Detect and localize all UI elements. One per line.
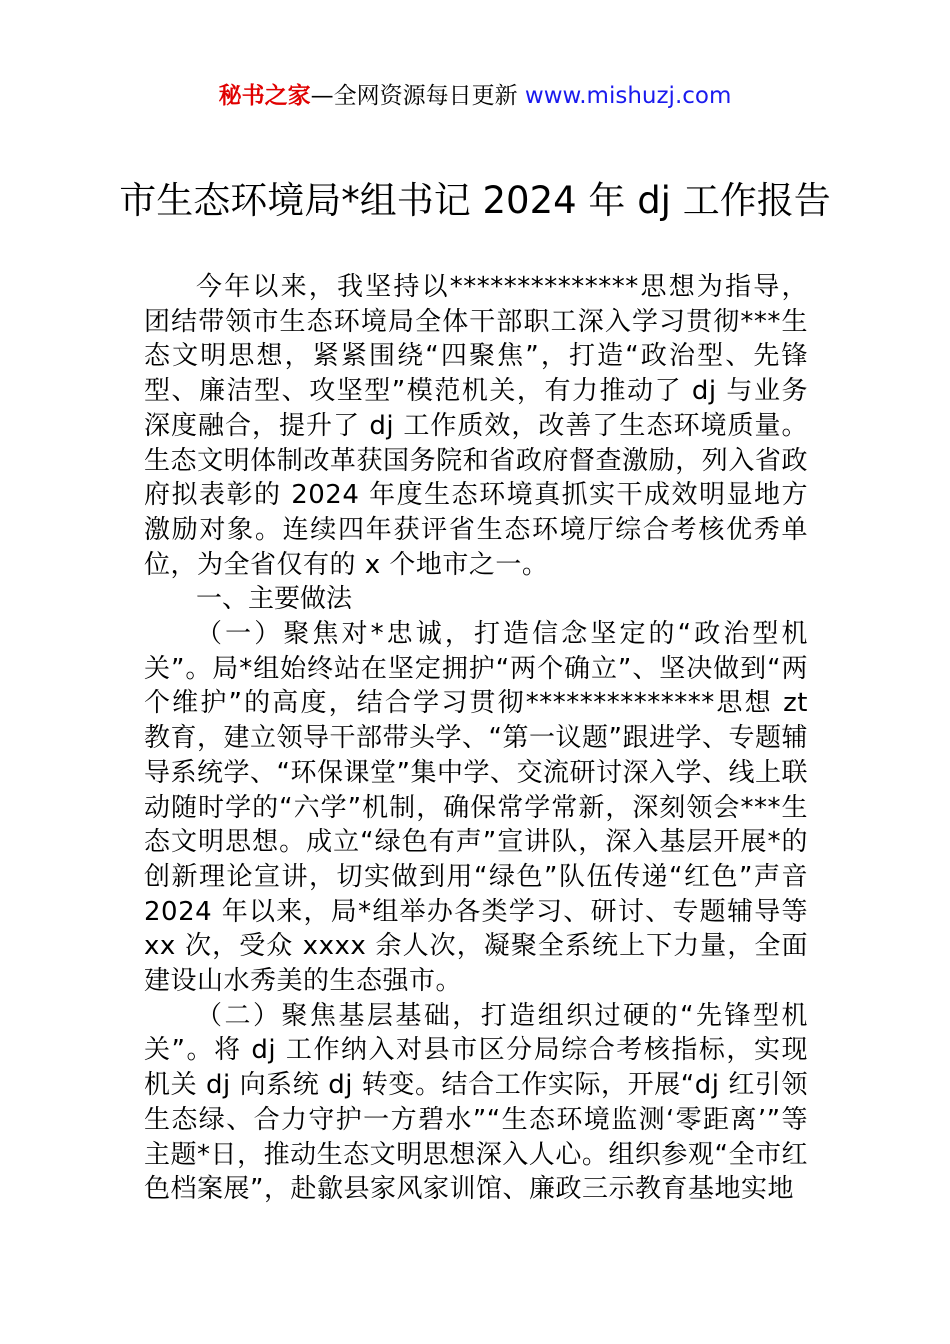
document-title: 市生态环境局*组书记 2024 年 dj 工作报告	[119, 179, 831, 222]
paragraph-section-2: （二）聚焦基层基础，打造组织过硬的“先锋型机关”。将 dj 工作纳入对县市区分局综合考核指标，实现机关 dj 向系统 dj 转变。结合工作实际，开展“dj 红引领生态绿、合力守护一方碧水”“生态环境监测‘零距离’”等主题*日，推动生态文明思想深入人心。组织参观“全市红色档案展”，赴歙县家风家训馆、廉政三示教育基地实地	[144, 1000, 808, 1205]
banner-tagline: —全网资源每日更新	[310, 83, 518, 109]
paragraph-section-1: （一）聚焦对*忠诚，打造信念坚定的“政治型机关”。局*组始终站在坚定拥护“两个确立”、坚决做到“两个维护”的高度，结合学习贯彻**************思想 zt 教育，建立领导干部带头学、“第一议题”跟进学、专题辅导系统学、“环保课堂”集中学、交流研讨深入学、线上联动随时学的“六学”机制，确保常学常新，深刻领会***生态文明思想。成立“绿色有声”宣讲队，深入基层开展*的创新理论宣讲，切实做到用“绿色”队伍传递“红色”声音 2024 年以来，局*组举办各类学习、研讨、专题辅导等 xx 次，受众 xxxx 余人次，凝聚全系统上下力量，全面建设山水秀美的生态强市。	[144, 619, 808, 997]
document-body	[144, 270, 808, 1207]
site-banner	[0, 80, 950, 112]
section-heading: 一、主要做法	[196, 584, 353, 615]
banner-url-link[interactable]: www.mishuzj.com	[524, 83, 732, 109]
banner-brand: 秘书之家	[218, 83, 311, 109]
paragraph-intro: 今年以来，我坚持以**************思想为指导，团结带领市生态环境局全体干部职工深入学习贯彻***生态文明思想，紧紧围绕“四聚焦”，打造“政治型、先锋型、廉洁型、攻坚型”模范机关，有力推动了 dj 与业务深度融合，提升了 dj 工作质效，改善了生态环境质量。生态文明体制改革获国务院和省政府督查激励，列入省政府拟表彰的 2024 年度生态环境真抓实干成效明显地方激励对象。连续四年获评省生态环境厅综合考核优秀单位，为全省仅有的 x 个地市之一。	[144, 272, 808, 580]
